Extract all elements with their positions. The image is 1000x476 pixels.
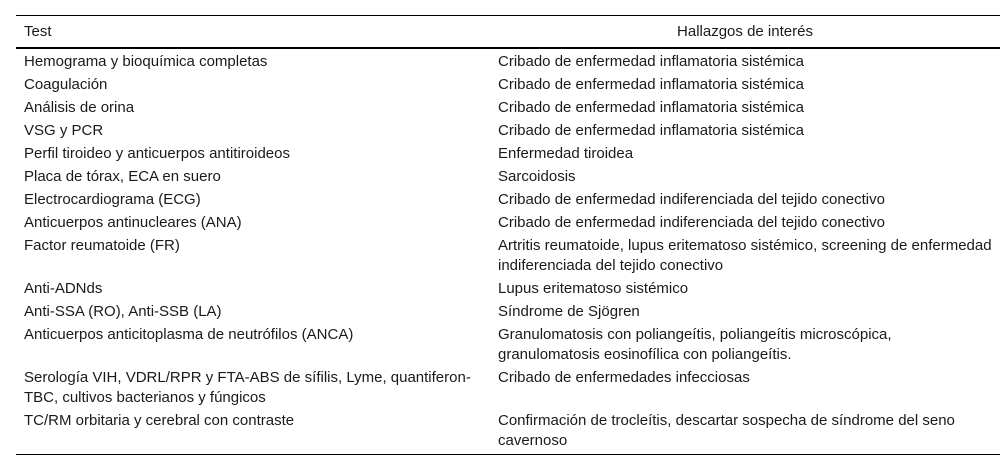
cell-test: Hemograma y bioquímica completas: [24, 53, 268, 70]
cell-hallazgo: Artritis reumatoide, lupus eritematoso sistémico, screening de enfermedad indiferenciada del tejido conectivo: [498, 237, 992, 274]
cell-test: Perfil tiroideo y anticuerpos antitiroideos: [24, 145, 290, 162]
table-row: [16, 188, 1000, 211]
cell-test: Anticuerpos anticitoplasma de neutrófilos (ANCA): [24, 326, 354, 343]
cell-test: Anticuerpos antinucleares (ANA): [24, 214, 242, 231]
cell-test: Análisis de orina: [24, 99, 135, 116]
cell-test: Placa de tórax, ECA en suero: [24, 168, 221, 185]
table-row: [16, 119, 1000, 142]
table-row: [16, 234, 1000, 277]
table-container: [16, 15, 1000, 455]
cell-hallazgo: Sarcoidosis: [498, 168, 576, 185]
cell-hallazgo: Cribado de enfermedades infecciosas: [498, 369, 750, 386]
table-row: [16, 142, 1000, 165]
cell-hallazgo: Síndrome de Sjögren: [498, 303, 640, 320]
cell-test: TC/RM orbitaria y cerebral con contraste: [24, 412, 295, 429]
cell-test: Anti-ADNds: [24, 280, 103, 297]
table-row: [16, 48, 1000, 73]
cell-test: Anti-SSA (RO), Anti-SSB (LA): [24, 303, 222, 320]
cell-hallazgo: Cribado de enfermedad indiferenciada del tejido conectivo: [498, 191, 885, 208]
table-row: [16, 409, 1000, 455]
cell-hallazgo: Enfermedad tiroidea: [498, 145, 634, 162]
cell-test: Serología VIH, VDRL/RPR y FTA-ABS de sífilis, Lyme, quantiferon-TBC, cultivos bacterianos y fúngicos: [24, 369, 471, 406]
cell-test: Electrocardiograma (ECG): [24, 191, 201, 208]
cell-hallazgo: Cribado de enfermedad inflamatoria sistémica: [498, 122, 804, 139]
table-body: [16, 48, 1000, 455]
table-row: [16, 73, 1000, 96]
table-row: [16, 300, 1000, 323]
cell-hallazgo: Confirmación de trocleítis, descartar sospecha de síndrome del seno cavernoso: [498, 412, 955, 449]
header-hallazgos: Hallazgos de interés: [677, 23, 813, 40]
tests-table: [16, 15, 1000, 455]
table-header: [16, 16, 1000, 49]
table-row: [16, 96, 1000, 119]
table-row: [16, 165, 1000, 188]
cell-hallazgo: Granulomatosis con poliangeítis, poliangeítis microscópica, granulomatosis eosinofílica con poliangeítis.: [498, 326, 892, 363]
cell-test: Coagulación: [24, 76, 108, 93]
cell-test: VSG y PCR: [24, 122, 104, 139]
table-row: [16, 323, 1000, 366]
cell-hallazgo: Lupus eritematoso sistémico: [498, 280, 689, 297]
table-row: [16, 211, 1000, 234]
cell-hallazgo: Cribado de enfermedad inflamatoria sistémica: [498, 53, 804, 70]
table-row: [16, 277, 1000, 300]
cell-hallazgo: Cribado de enfermedad indiferenciada del tejido conectivo: [498, 214, 885, 231]
cell-hallazgo: Cribado de enfermedad inflamatoria sistémica: [498, 76, 804, 93]
cell-hallazgo: Cribado de enfermedad inflamatoria sistémica: [498, 99, 804, 116]
header-row: [16, 16, 1000, 49]
cell-test: Factor reumatoide (FR): [24, 237, 180, 254]
header-test: Test: [24, 23, 52, 40]
table-row: [16, 366, 1000, 409]
